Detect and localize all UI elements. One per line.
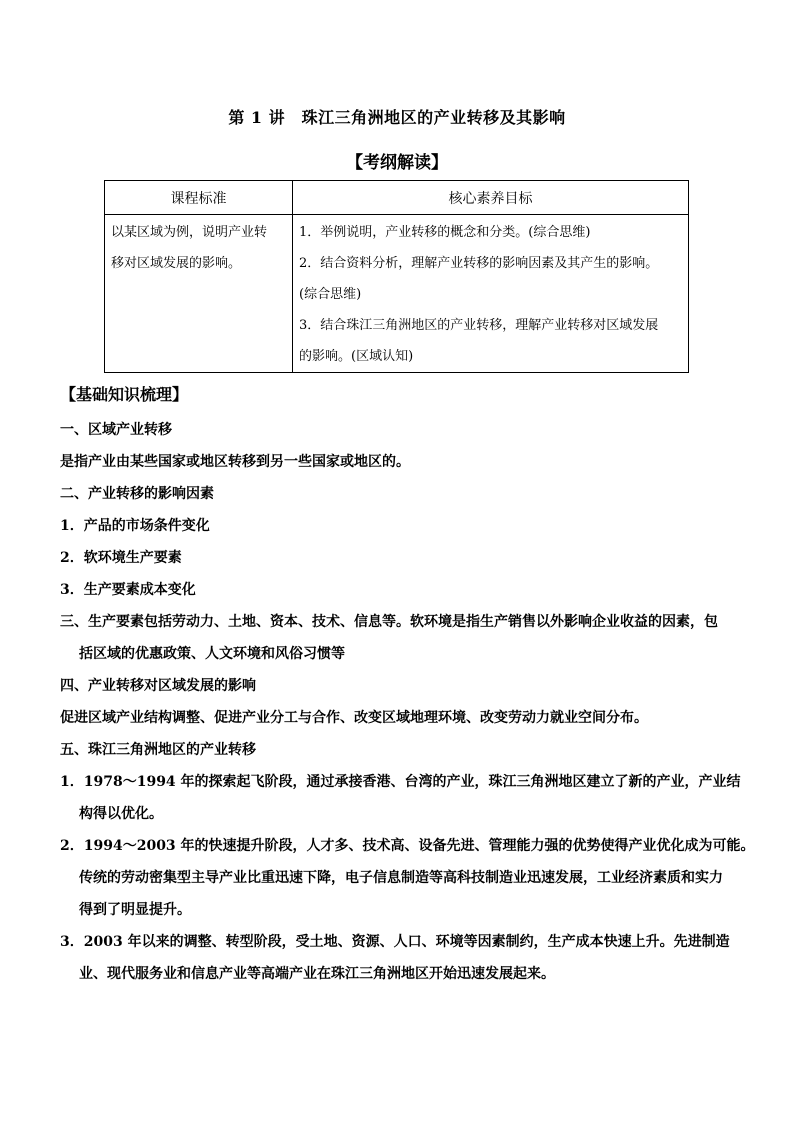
basic-knowledge-heading: 【基础知识梳理】 [60, 385, 189, 404]
header-core-goals: 核心素养目标 [293, 181, 689, 215]
syllabus-heading: 【考纲解读】 [346, 153, 448, 173]
list-item: 1．产品的市场条件变化 [60, 518, 210, 534]
course-standard-line: 以某区域为例，说明产业转 [111, 225, 268, 240]
list-item-cont: 业、现代服务业和信息产业等高端产业在珠江三角洲地区开始迅速发展起来。 [79, 966, 555, 982]
heading-impact: 四、产业转移对区域发展的影响 [60, 678, 256, 694]
table-row [105, 215, 689, 373]
table-header-row [105, 181, 689, 215]
list-item: 3．2003 年以来的调整、转型阶段，受土地、资源、人口、环境等因素制约，生产成本快速上升。先进制造 [60, 934, 730, 950]
header-course-standard: 课程标准 [105, 181, 293, 215]
paragraph-factors: 三、生产要素包括劳动力、土地、资本、技术、信息等。软环境是指生产销售以外影响企业收益的因素，包 [60, 614, 718, 630]
list-item-cont: 传统的劳动密集型主导产业比重迅速下降，电子信息制造等高科技制造业迅速发展，工业经济素质和实力 [79, 870, 723, 886]
heading-prd-transfer: 五、珠江三角洲地区的产业转移 [60, 742, 256, 758]
list-item-cont: 得到了明显提升。 [79, 902, 191, 918]
list-item: 2．软环境生产要素 [60, 550, 182, 566]
list-item: 2．1994～2003 年的快速提升阶段，人才多、技术高、设备先进、管理能力强的优势使得产业优化成为可能。 [60, 838, 755, 854]
core-goals-cell [293, 215, 689, 373]
heading-influencing-factors: 二、产业转移的影响因素 [60, 486, 214, 502]
course-standard-line: 移对区域发展的影响。 [111, 256, 242, 271]
paragraph-impact: 促进区域产业结构调整、促进产业分工与合作、改变区域地理环境、改变劳动力就业空间分布。 [60, 710, 648, 726]
definition-text: 是指产业由某些国家或地区转移到另一些国家或地区的。 [60, 454, 410, 470]
goal-line: 2．结合资料分析，理解产业转移的影响因素及其产生的影响。 [299, 256, 659, 271]
heading-regional-transfer: 一、区域产业转移 [60, 422, 172, 438]
goal-line: 的影响。(区域认知) [299, 349, 414, 364]
paragraph-factors-cont: 括区域的优惠政策、人文环境和风俗习惯等 [79, 646, 345, 662]
list-item: 1．1978～1994 年的探索起飞阶段，通过承接香港、台湾的产业，珠江三角洲地区建立了新的产业，产业结 [60, 774, 741, 790]
list-item-cont: 构得以优化。 [79, 806, 163, 822]
course-standard-cell [105, 215, 293, 373]
goal-line: 1．举例说明，产业转移的概念和分类。(综合思维) [299, 225, 591, 240]
goal-line: (综合思维) [299, 287, 362, 302]
lecture-title: 第 1 讲 珠江三角洲地区的产业转移及其影响 [228, 108, 566, 127]
syllabus-table [104, 180, 689, 373]
goal-line: 3．结合珠江三角洲地区的产业转移，理解产业转移对区域发展 [299, 318, 659, 333]
list-item: 3．生产要素成本变化 [60, 582, 196, 598]
